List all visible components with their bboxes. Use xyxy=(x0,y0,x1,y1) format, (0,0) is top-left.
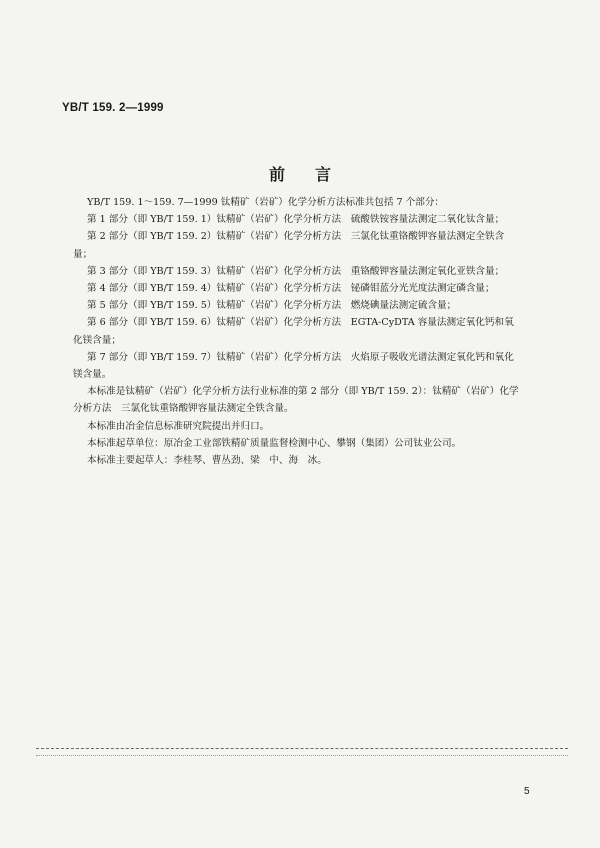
paragraph-line: 第 1 部分（即 YB/T 159. 1）钛精矿（岩矿）化学分析方法 硫酸铁铵容量法测定二氧化钛含量； xyxy=(87,214,505,226)
paragraph-line: YB/T 159. 1～159. 7—1999 钛精矿（岩矿）化学分析方法标准共包括 7 个部分： xyxy=(87,197,445,208)
paragraph-line: 第 5 部分（即 YB/T 159. 5）钛精矿（岩矿）化学分析方法 燃烧碘量法测定硫含量； xyxy=(87,300,457,312)
paragraph-line: 镁含量。 xyxy=(73,369,112,381)
paragraph-line: 化镁含量； xyxy=(73,334,121,346)
scan-dot-line xyxy=(36,755,568,756)
paragraph-line: 本标准起草单位：原冶金工业部铁精矿质量监督检测中心、攀钢（集团）公司钛业公司。 xyxy=(87,437,462,449)
paragraph-line: 第 6 部分（即 YB/T 159. 6）钛精矿（岩矿）化学分析方法 EGTA-CyDTA 容量法测定氧化钙和氧 xyxy=(87,317,514,329)
paragraph-part-3 xyxy=(87,263,552,280)
paragraph-drafters xyxy=(87,452,552,469)
page-title: 前言 xyxy=(268,165,361,184)
paragraph-line: 第 3 部分（即 YB/T 159. 3）钛精矿（岩矿）化学分析方法 重铬酸钾容量法测定氧化亚铁含量； xyxy=(87,265,505,277)
paragraph-line: 本标准由冶金信息标准研究院提出并归口。 xyxy=(87,420,270,432)
paragraph-drafting-units xyxy=(87,435,552,452)
paragraph-line: 第 2 部分（即 YB/T 159. 2）钛精矿（岩矿）化学分析方法 三氯化钛重铬酸钾容量法测定全铁含 xyxy=(87,231,505,243)
foreword-body xyxy=(73,194,552,469)
paragraph-part-6 xyxy=(73,314,552,348)
paragraph-intro xyxy=(87,194,552,211)
paragraph-line: 本标准主要起草人：李桂琴、曹丛劲、梁 中、海 冰。 xyxy=(87,455,327,467)
standard-code: YB/T 159. 2—1999 xyxy=(62,102,164,114)
paragraph-part-2 xyxy=(73,228,552,262)
paragraph-part-1 xyxy=(87,211,552,228)
paragraph-scope xyxy=(73,383,552,417)
paragraph-part-7 xyxy=(73,349,552,383)
paragraph-line: 第 4 部分（即 YB/T 159. 4）钛精矿（岩矿）化学分析方法 铋磷钼蓝分光光度法测定磷含量； xyxy=(87,283,495,295)
paragraph-line: 第 7 部分（即 YB/T 159. 7）钛精矿（岩矿）化学分析方法 火焰原子吸收光谱法测定氧化钙和氧化 xyxy=(87,351,514,363)
paragraph-part-4 xyxy=(87,280,552,297)
page-number: 5 xyxy=(524,786,530,797)
scan-dash-line xyxy=(36,748,568,749)
paragraph-line: 量； xyxy=(73,248,93,260)
paragraph-line: 本标准是钛精矿（岩矿）化学分析方法行业标准的第 2 部分（即 YB/T 159. 2）：钛精矿（岩矿）化学 xyxy=(87,386,519,398)
paragraph-part-5 xyxy=(87,297,552,314)
paragraph-proposer xyxy=(87,418,552,435)
paragraph-line: 分析方法 三氯化钛重铬酸钾容量法测定全铁含量。 xyxy=(73,403,294,415)
